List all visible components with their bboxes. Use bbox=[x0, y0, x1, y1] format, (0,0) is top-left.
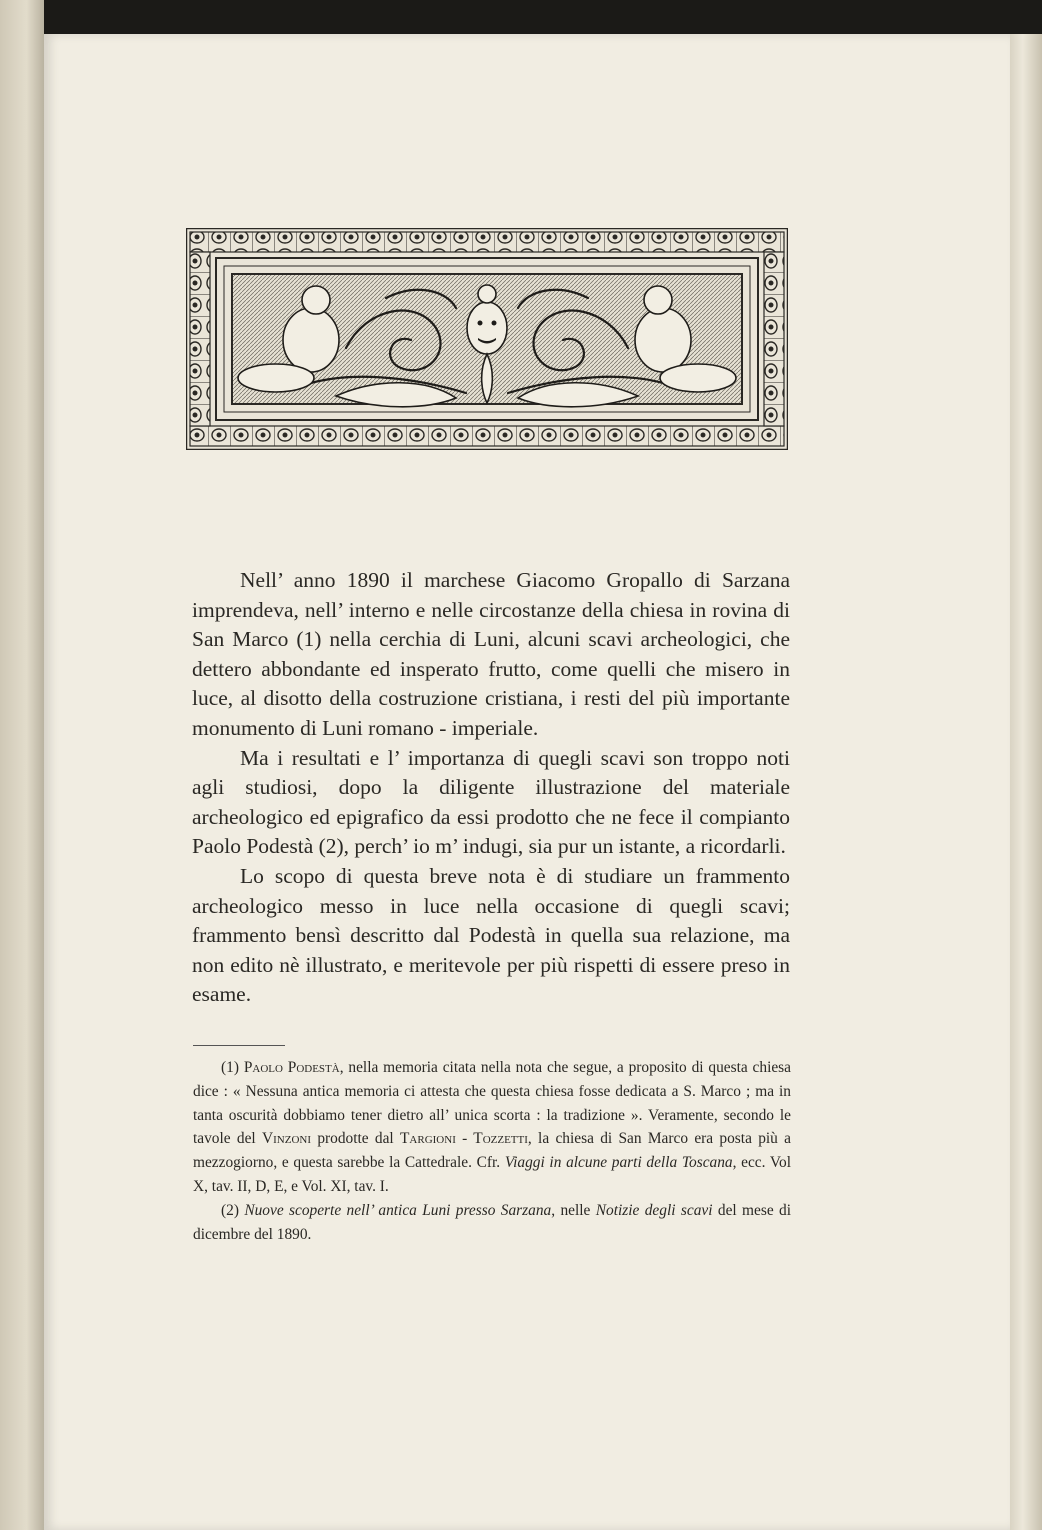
previous-page-edge bbox=[0, 0, 44, 1530]
footnote-2 bbox=[193, 1199, 791, 1247]
footnote-text: , nelle bbox=[551, 1201, 596, 1219]
paragraph-2: Ma i resultati e l’ importanza di quegli scavi son troppo noti agli studiosi, dopo la diligente illustrazione del materiale archeologico ed epigrafico da essi prodotto che ne fece il compianto Paolo Podestà (2), perch’ io m’ indugi, sia pur un istante, a ricordarli. bbox=[192, 745, 790, 859]
footnote-number: (1) bbox=[221, 1059, 239, 1076]
author-name: Paolo Podestà bbox=[243, 1059, 340, 1076]
footnote-number: (2) bbox=[221, 1201, 239, 1219]
work-title: Viaggi in alcune parti della Toscana bbox=[504, 1154, 733, 1172]
page-stack-edge bbox=[1010, 34, 1042, 1530]
work-title: Nuove scoperte nell’ antica Luni presso Sarzana bbox=[244, 1201, 552, 1219]
paragraph-1: Nell’ anno 1890 il marchese Giacomo Gropallo di Sarzana imprendeva, nell’ interno e nelle circostanze della chiesa in rovina di San Marco (1) nella cerchia di Luni, alcuni scavi archeologici, che dettero abbondante ed insperato frutto, come quelli che misero in luce, al disotto della costruzione cristiana, i resti del più importante monumento di Luni romano - imperiale. bbox=[192, 568, 790, 740]
footnote-separator bbox=[193, 1045, 285, 1046]
footnote-text: , la chiesa di San Marco era posta più a mezzogiorno, e questa sarebbe la Cattedrale. Cfr. bbox=[193, 1130, 791, 1172]
footnote-text: prodotte dal bbox=[311, 1130, 401, 1148]
footnote-text: del mese di dicembre del 1890. bbox=[193, 1201, 792, 1243]
footnote-1 bbox=[193, 1056, 791, 1199]
journal-title: Notizie degli scavi bbox=[595, 1201, 713, 1219]
paragraph-3: Lo scopo di questa breve nota è di studiare un frammento archeologico messo in luce nella occasione di quegli scavi; frammento bensì descritto dal Podestà in quella sua relazione, ma non edito nè illustrato, e meritevole per più rispetti di essere preso in esame. bbox=[192, 863, 790, 1007]
footnotes bbox=[193, 1056, 791, 1246]
footnote-text: , ecc. Vol X, tav. II, D, E, e Vol. XI, tav. I. bbox=[193, 1154, 791, 1195]
author-name: Targioni - Tozzetti bbox=[400, 1130, 528, 1148]
author-name: Vinzoni bbox=[262, 1130, 312, 1148]
main-text bbox=[192, 566, 790, 1010]
decorative-frieze-illustration bbox=[186, 228, 788, 450]
footnote-text: , nella memoria citata nella nota che segue, a proposito di questa chiesa dice : « Nessuna antica memoria ci attesta che questa chiesa fosse dedicata a S. Marco ; ma in tanta oscurità dobbiamo tener dietro all’ unica scorta : la tradizione ». Veramente, secondo le tavole del bbox=[193, 1059, 792, 1148]
